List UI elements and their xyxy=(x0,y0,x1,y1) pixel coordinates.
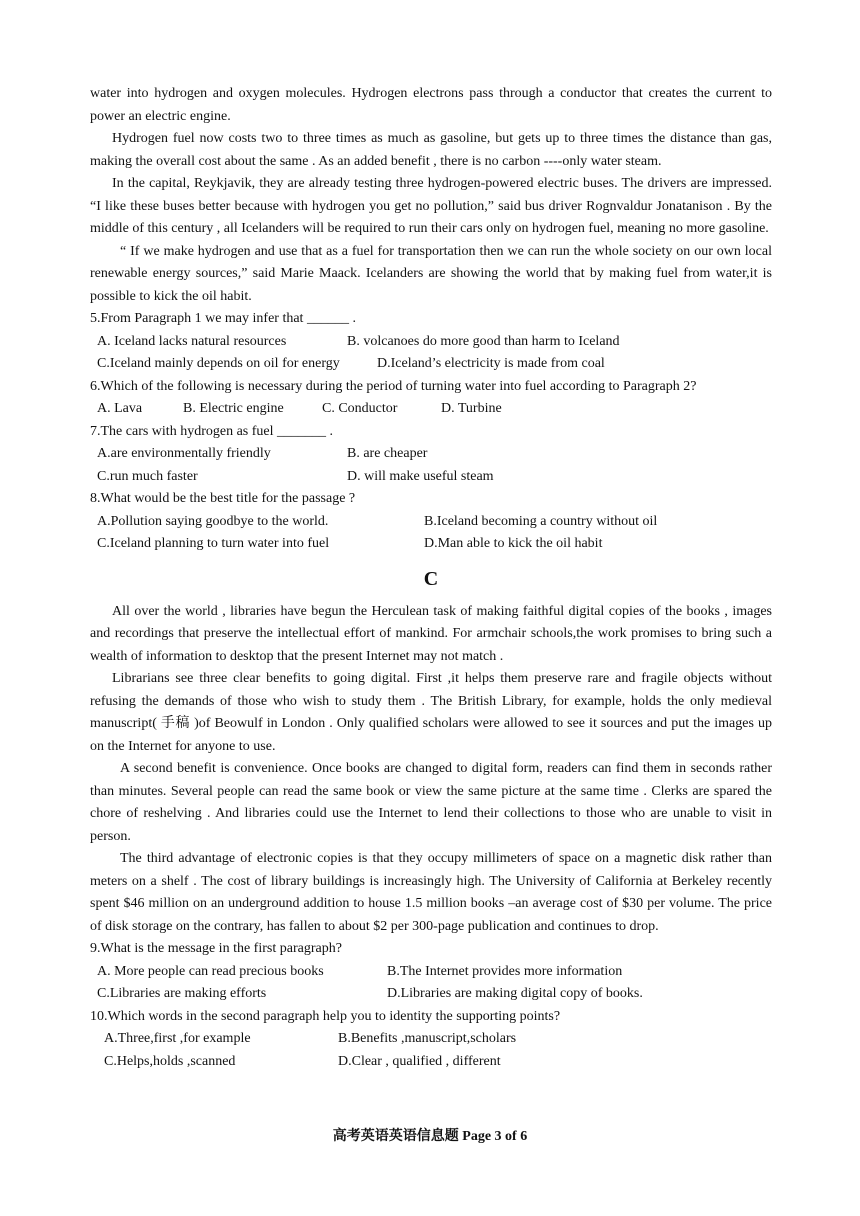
question-7-option-c: C.run much faster xyxy=(97,468,198,484)
question-8-option-c: C.Iceland planning to turn water into fuel xyxy=(97,536,330,551)
question-7-options xyxy=(90,443,772,466)
passage-b-paragraph-2: Hydrogen fuel now costs two to three times as much as gasoline, but gets up to three times the distance than gas, making the overall cost about the same . As an added benefit , there is no carbon ----only water steam. xyxy=(90,131,772,169)
passage-b-paragraph-4: “ If we make hydrogen and use that as a fuel for transportation then we can run the whole society on our own local renewable energy sources,” said Marie Maack. Icelanders are showing the world that by making fuel from water,it is possible to kick the oil habit. xyxy=(90,243,772,304)
passage-c-paragraph-1: All over the world , libraries have begun the Herculean task of making faithful digital copies of the books , images and recordings that preserve the intellectual effort of mankind. For armchair schools,the work promises to bring such a wealth of information to desktop that the present Internet may not match . xyxy=(90,603,772,664)
question-9-stem: 9.What is the message in the first paragraph? xyxy=(90,941,342,956)
question-9-option-c: C.Libraries are making efforts xyxy=(97,986,267,1001)
question-6-option-a: A. Lava xyxy=(97,401,143,416)
question-9-option-a: A. More people can read precious books xyxy=(97,963,324,979)
passage-b-paragraph-3: In the capital, Reykjavik, they are already testing three hydrogen-powered electric buses. The drivers are impressed. “I like these buses better because with hydrogen you get no pollution,” said bus driver Rognvaldur Jonatanison . By the middle of this century , all Icelanders will be required to run their cars only on hydrogen fuel, meaning no more gasoline. xyxy=(90,176,772,236)
question-5-options-cd xyxy=(90,353,772,376)
question-8-options xyxy=(90,511,772,534)
question-10-option-c: C.Helps,holds ,scanned xyxy=(104,1053,236,1069)
question-7-option-a: A.are environmentally friendly xyxy=(97,446,271,461)
question-10-options-cd xyxy=(90,1051,772,1074)
question-6-stem: 6.Which of the following is necessary during the period of turning water into fuel according to Paragraph 2? xyxy=(90,378,697,394)
question-8-option-a: A.Pollution saying goodbye to the world. xyxy=(97,513,329,529)
question-10-option-b: B.Benefits ,manuscript,scholars xyxy=(338,1031,517,1046)
question-5-option-a: A. Iceland lacks natural resources xyxy=(97,333,287,349)
question-5-option-b: B. volcanoes do more good than harm to Iceland xyxy=(347,333,620,349)
question-6-option-d: D. Turbine xyxy=(441,401,502,416)
passage-c-paragraph-2: Librarians see three clear benefits to going digital. First ,it helps them preserve rare and fragile objects without refusing the demands of those who wish to study them . The British Library, for example, holds the only medieval manuscript( 手稿 )of Beowulf in London . Only qualified scholars were allowed to see it sources and put the images up on the Internet for anyone to use. xyxy=(90,671,772,754)
question-5-option-d: D.Iceland’s electricity is made from coal xyxy=(377,356,605,371)
question-9-option-b: B.The Internet provides more information xyxy=(387,963,623,979)
question-5-options xyxy=(90,331,772,354)
question-6-option-c: C. Conductor xyxy=(322,401,398,416)
page-footer: 高考英语英语信息题 Page 3 of 6 xyxy=(332,1129,528,1144)
passage-c-paragraph-3: A second benefit is convenience. Once books are changed to digital form, readers can find them in seconds rather than minutes. Several people can read the same book or view the same picture at the same time . Clerks are spared the chore of reshelving . And libraries could use the Internet to lend their collections to those who are unable to visit in person. xyxy=(90,761,772,844)
question-8-option-d: D.Man able to kick the oil habit xyxy=(424,536,603,551)
question-9-options-cd xyxy=(90,983,772,1006)
question-5-option-c: C.Iceland mainly depends on oil for energy xyxy=(97,356,340,371)
question-10-stem: 10.Which words in the second paragraph help you to identity the supporting points? xyxy=(90,1008,561,1024)
question-6-options xyxy=(90,398,772,421)
question-5-stem: 5.From Paragraph 1 we may infer that ______ . xyxy=(90,311,356,326)
passage-b-paragraph-1: water into hydrogen and oxygen molecules. Hydrogen electrons pass through a conductor that creates the current to power an electric engine. xyxy=(90,86,772,124)
question-10-option-d: D.Clear , qualified , different xyxy=(338,1053,501,1069)
question-9-option-d: D.Libraries are making digital copy of books. xyxy=(387,986,643,1001)
question-9-options xyxy=(90,961,772,984)
question-8-option-b: B.Iceland becoming a country without oil xyxy=(424,513,658,529)
section-heading-c: C xyxy=(423,567,439,590)
question-8-stem: 8.What would be the best title for the passage ? xyxy=(90,491,356,506)
question-8-options-cd xyxy=(90,533,772,556)
question-7-stem: 7.The cars with hydrogen as fuel _______ . xyxy=(90,423,333,439)
question-7-option-d: D. will make useful steam xyxy=(347,468,494,484)
question-6-option-b: B. Electric engine xyxy=(183,401,284,416)
exam-page xyxy=(90,83,772,1073)
question-7-option-b: B. are cheaper xyxy=(347,446,428,461)
question-10-option-a: A.Three,first ,for example xyxy=(104,1031,251,1046)
question-7-options-cd xyxy=(90,466,772,489)
passage-c-paragraph-4: The third advantage of electronic copies is that they occupy millimeters of space on a magnetic disk rather than meters on a shelf . The cost of library buildings is increasingly high. The University of California at Berkeley recently spent $46 million on an underground addition to house 1.5 million books –an average cost of $30 per volume. The price of disk storage on the contrary, has fallen to about $2 per 300-page publication and continues to drop. xyxy=(90,851,772,934)
question-10-options xyxy=(90,1028,772,1051)
